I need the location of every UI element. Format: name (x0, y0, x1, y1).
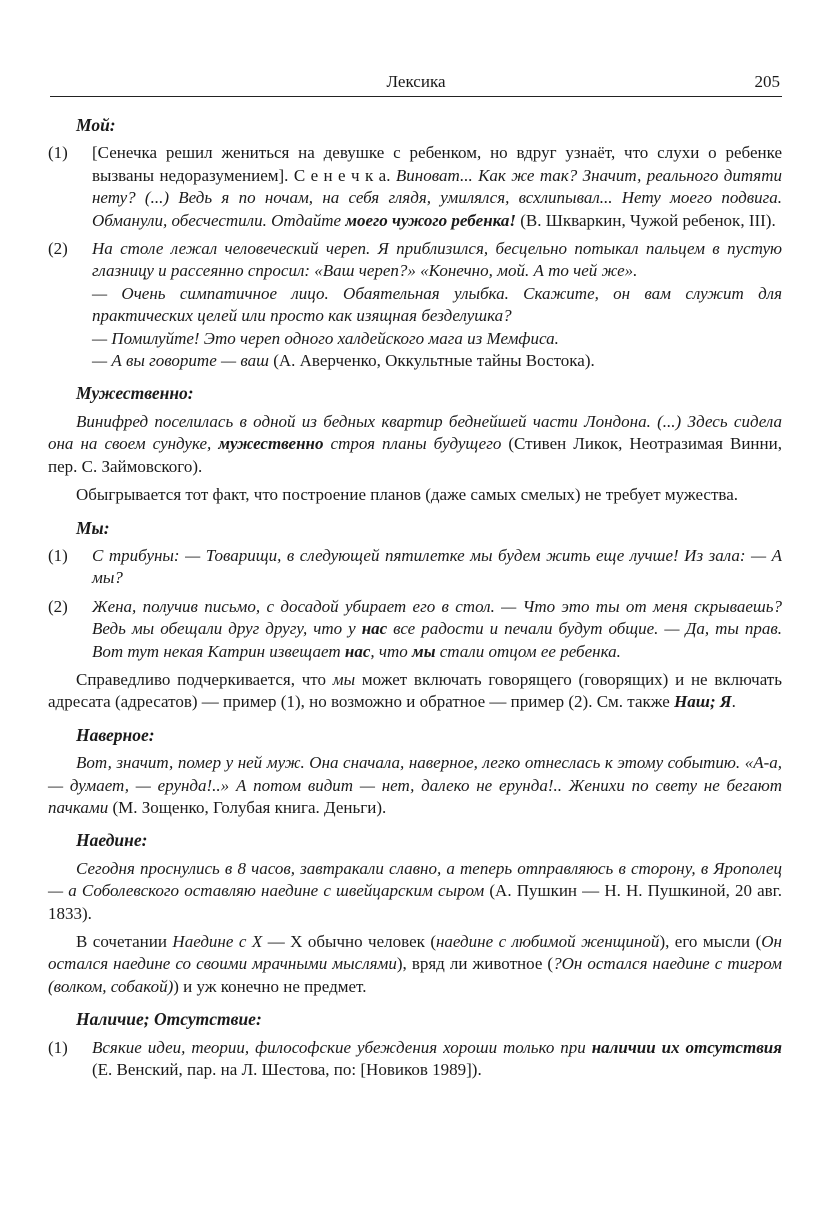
example-my-1: (1) С трибуны: — Товарищи, в следующей пятилетке мы будем жить еще лучше! Из зала: — А мы? (48, 545, 782, 588)
example-moy-2: (2) На столе лежал человеческий череп. Я приблизился, бесцельно потыкал пальцем в пустую глазницу и рассеянно спросил: «Ваш череп?» «Конечно, мой. А то чей же». — Очень симпатичное лицо. Обаятельная улыбка. Скажите, он вам служит для практических целей или просто как изящная безделушка? — Помилуйте! Это череп одного халдейского мага из Мемфиса. — А вы говорите — ваш (А. Аверченко, Оккультные тайны Востока). (48, 239, 782, 371)
entry-heading-muzhestvenno: Мужественно: (76, 383, 194, 404)
example-number: (2) (48, 239, 68, 259)
comment-muzhestvenno: Обыгрывается тот факт, что построение планов (даже самых смелых) не требует мужества. (76, 485, 738, 505)
quote-muzhestvenno: Винифред поселилась в одной из бедных квартир беднейшей части Лондона. (...) Здесь сидела она на своем сундуке, мужественно строя планы будущего (Стивен Ликок, Неотразимая Винни, пер. С. Займовского). (48, 411, 782, 476)
quote-naedine: Сегодня проснулись в 8 часов, завтракали славно, а теперь отправляюсь в сторону, в Ярополец — а Соболевского оставляю наедине с швейцарским сыром (А. Пушкин — Н. Н. Пушкиной, 20 авг. 1833). (48, 858, 782, 923)
example-my-2: (2) Жена, получив письмо, с досадой убирает его в стол. — Что это ты от меня скрываешь? Ведь мы обещали друг другу, что у нас все радости и печали будут общие. — Да, ты прав. Вот тут некая Катрин извещает нас, что мы стали отцом ее ребенка. (48, 596, 782, 661)
page-content (48, 114, 782, 1081)
comment-naedine: В сочетании Наедине с X — X обычно человек (наедине с любимой женщиной), его мысли (Он остался наедине со своими мрачными мыслями), вряд ли животное (?Он остался наедине с тигром (волком, собакой)) и уж конечно не предмет. (48, 932, 782, 996)
entry-heading-naedine: Наедине: (76, 830, 148, 851)
example-number: (1) (48, 545, 68, 565)
example-number: (1) (48, 1037, 68, 1057)
example-nalichie-1: (1) Всякие идеи, теории, философские убеждения хороши только при наличии их отсутствия (Е. Венский, пар. на Л. Шестова, по: [Новиков 1989]). (48, 1037, 783, 1080)
example-moy-1: (1) [Сенечка решил жениться на девушке с ребенком, но вдруг узнаёт, что слухи о ребенке вызваны недоразумением]. С е н е ч к а. Виноват... Как же так? Значит, реального дитяти нету? (...) Ведь я по ночам, на себя глядя, умилялся, всхлипывал... Нету моего подвига. Обманули, обесчестили. Отдайте моего чужого ребенка! (В. Шкваркин, Чужой ребенок, III). (48, 143, 782, 230)
page-number: 205 (754, 72, 780, 91)
example-number: (2) (48, 596, 68, 616)
entry-heading-naverno: Наверное: (76, 724, 155, 745)
running-header (50, 70, 782, 97)
entry-heading-moy: Мой: (76, 115, 116, 135)
quote-naverno: Вот, значит, помер у ней муж. Она сначала, наверное, легко отнеслась к этому событию. «А-а, — думает, — ерунда!..» А потом видит — нет, далеко не ерунда!.. Женихи по свету не бегают пачками (М. Зощенко, Голубая книга. Деньги). (48, 753, 782, 817)
header-title: Лексика (386, 72, 446, 91)
comment-my: Справедливо подчеркивается, что мы может включать говорящего (говорящих) и не включать адресата (адресатов) — пример (1), но возможно и обратное — пример (2). См. также Наш; Я. (48, 669, 782, 712)
example-number: (1) (48, 143, 68, 163)
entry-heading-my: Мы: (76, 517, 110, 538)
entry-heading-nalichie: Наличие; Отсутствие: (76, 1009, 262, 1030)
